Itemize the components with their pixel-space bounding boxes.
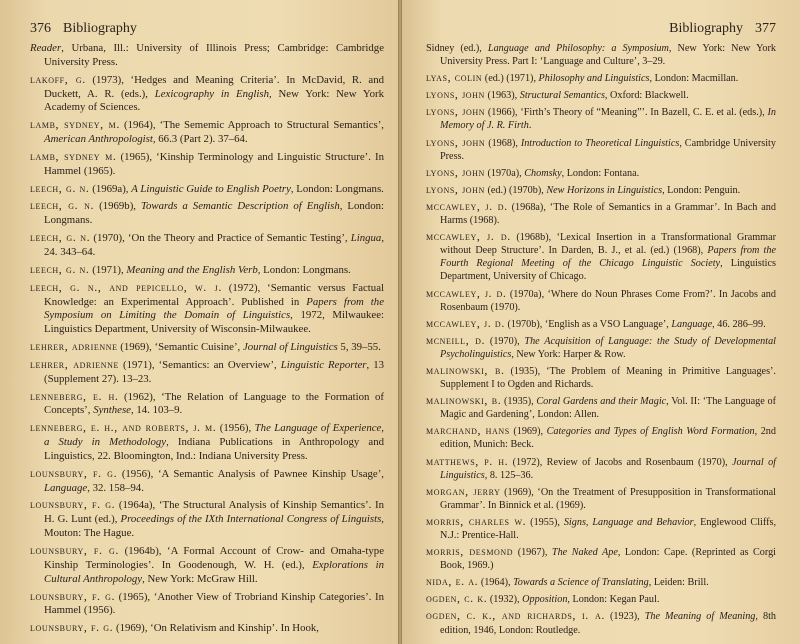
entry-pre: (1969), ‘On the Treatment of Presupposition in Transformational Grammar’. In Binnick et al. (1969). [440,486,776,511]
entry-title: Synthese [93,404,131,417]
entry-post: , London: Longmans. [257,263,351,276]
entry-title: Papers from the Symposium on Limiting the Domain of Linguistics [44,295,384,322]
entry-author: leech, g. n. [30,261,90,276]
entry-title: Lingua [350,232,382,245]
entry-author: lounsbury, f. g. [30,543,120,557]
entry-pre: (1964a), ‘The Structural Analysis of Kinship Semantics’. In H. G. Lunt (ed.), [44,499,384,526]
entry-pre: (1955), [526,516,564,528]
bibliography-entry [426,105,776,132]
entry-post: , Leiden: Brill. [648,577,709,589]
entry-title: Categories and Types of English Word Formation [546,426,755,438]
entry-title: New Horizons in Linguistics [546,184,663,196]
entry-post: , New York: McGraw Hill. [142,572,258,585]
entry-title: Journal of Linguistics [440,456,776,481]
entry-post: , 46. 286–99. [712,318,766,330]
entry-author: lamb, sydney, m. [30,117,120,132]
bibliography-entry [30,281,384,337]
entry-author: lehrer, adrienne [30,339,118,354]
entry-author: lounsbury, f. g. [30,620,114,635]
entry-pre: (1968b), ‘Lexical Insertion in a Transformational Grammar without Deep Structure’. In Darden, B. J., et al. (ed.) (1968), [440,232,776,257]
entry-author: leech, g. n. [30,230,91,245]
entry-author: marchand, hans [426,423,510,438]
bibliography-entry [426,334,776,361]
entry-post: , Oxford: Blackwell. [604,90,689,102]
entry-author: malinowski, b. [426,362,505,377]
entry-pre: (1935), ‘The Problem of Meaning in Primitive Languages’. Supplement I to Ogden and Richards. [440,365,776,391]
entry-title: Language [44,481,88,494]
entry-author: mccawley, j. d. [426,315,505,330]
entry-title: Linguistic Reporter [280,358,367,371]
entry-post: , Englewood Cliffs, N.J.: Prentice-Hall. [440,516,776,541]
entry-pre: (1969), ‘Semantic Cuisine’, [117,341,243,354]
entry-title: The Language of Experience, a Study in Methodology [44,422,385,449]
bibliography-entry [426,166,776,180]
bibliography-entry [426,71,776,85]
entry-pre: (1962), ‘The Relation of Language to the Formation of Concepts’, [44,390,384,417]
entry-pre: (1969), [509,426,547,438]
entry-author: lyas, colin [426,70,483,85]
entry-title: Coral Gardens and their Magic [536,396,667,408]
bibliography-entry [30,150,384,179]
entry-author: lyons, john [426,134,486,149]
entry-post: , 8th edition, 1946, London: Routledge. [440,611,776,636]
bibliography-entry [426,575,776,589]
entry-pre: (1967), [513,547,552,559]
bibliography-entry [30,118,384,147]
entry-title: In Memory of J. R. Firth [440,107,776,132]
bibliography-entry [426,287,776,314]
entry-title: Papers from the Fourth Regional Meeting of the Chicago Linguistic Society [440,245,776,270]
bibliography-entry [426,424,776,451]
entry-post: , London: Penguin. [662,184,741,196]
entry-author: lamb, sydney m. [30,148,117,163]
bibliography-entry [426,394,776,421]
entry-post: , New York: New York Academy of Sciences. [44,87,384,114]
left-entry-list [30,42,384,636]
bibliography-entry [426,88,776,102]
entry-title: Meaning and the English Verb [126,263,258,276]
entry-author: lounsbury, f. g. [30,465,118,480]
entry-post: , London: Fontana. [561,167,640,179]
entry-author: mccawley, j. d. [426,198,508,213]
entry-author: lyons, john [426,164,485,179]
entry-title: Reader [30,42,62,54]
entry-title: American Anthropologist [44,133,153,146]
bibliography-entry [426,485,776,512]
bibliography-entry [30,621,384,636]
entry-author: leech, g. n. [30,198,95,213]
entry-post: , 1972, Milwaukee: Linguistics Department, University of Wisconsin-Milwaukee. [44,309,385,336]
entry-title: Towards a Science of Translating [513,577,649,589]
entry-pre: (ed.) (1970b), [484,184,547,196]
entry-pre: (1968a), ‘The Role of Semantics in a Grammar’. In Bach and Harms (1968). [440,201,776,227]
entry-author: lyons, john [426,181,485,196]
entry-author: leech, g. n., and pepicello, w. j. [30,279,222,294]
entry-post: , 32. 158–94. [87,481,144,494]
right-page-number: 377 [755,21,776,36]
entry-author: leech, g. n. [30,180,90,195]
entry-title: Lexicography in English [154,87,270,100]
bibliography-entry [30,199,384,228]
entry-pre: (1966), ‘Firth’s Theory of “Meaning”’. In Bazell, C. E. et al. (eds.), [485,107,768,119]
bibliography-entry [426,455,776,482]
entry-post: , 14. 103–9. [130,404,183,417]
bibliography-entry [426,42,776,68]
entry-post: , New York: New York University Press. Part I: ‘Language and Culture’, 3–29. [440,43,776,68]
bibliography-entry [30,231,384,260]
entry-pre: (1965), ‘Another View of Trobriand Kinship Categories’. In Hammel (1956). [44,590,385,617]
entry-title: Language [671,318,713,330]
entry-post: , Urbana, Ill.: University of Illinois Press; Cambridge: Cambridge University Press. [44,42,384,68]
entry-post: , 8. 125–36. [484,469,534,481]
entry-author: lenneberg, e. h. [30,388,119,403]
bibliography-entry [30,498,384,541]
entry-pre: (1935), [501,396,537,408]
entry-pre: (1964), ‘The Sememic Approach to Structural Semantics’, [119,119,384,132]
bibliography-entry [30,358,384,387]
right-page [402,0,800,644]
entry-post: , London: Longmans. [290,182,384,195]
entry-title: Journal of Linguistics [242,341,338,354]
entry-post: , 13 (Supplement 27). 13–23. [44,358,384,385]
left-page-number: 376 [30,21,51,36]
entry-post: , Mouton: The Hague. [44,513,384,540]
entry-post: , Cambridge University Press. [440,137,776,162]
entry-post: , 66.3 (Part 2). 37–64. [152,133,248,146]
bibliography-entry [426,364,776,391]
entry-title: Language and Philosophy: a Symposium [487,43,669,54]
entry-pre: (1970b), ‘English as a VSO Language’, [504,318,672,330]
bibliography-entry [426,136,776,163]
bibliography-entry [30,42,384,70]
entry-post: , Linguistics Department, University of Chicago. [440,258,776,283]
entry-author: ogden, c. k. [426,591,488,606]
entry-author: morgan, jerry [426,483,501,498]
entry-post: , Indiana Publications in Anthropology and Linguistics, 22. Bloomington, Ind.: Indiana University Press. [44,436,384,462]
entry-author: lehrer, adrienne [30,356,119,371]
bibliography-entry [30,544,384,587]
entry-author: lounsbury, f. g. [30,588,116,603]
entry-pre: (1970), [485,335,525,347]
entry-pre: (1971), ‘Semantics: an Overview’, [118,358,281,371]
entry-title: Introduction to Theoretical Linguistics [520,137,680,149]
entry-post: . [528,120,532,132]
entry-pre: (1970a), [484,167,525,179]
entry-title: A Linguistic Guide to English Poetry [131,182,291,195]
entry-pre: (1971), [89,263,127,276]
entry-pre: (1956), ‘A Semantic Analysis of Pawnee Kinship Usage’, [117,467,384,480]
entry-author: lyons, john [426,104,486,119]
entry-author: lakoff, g. [30,71,86,86]
entry-pre: (1970a), ‘Where do Noun Phrases Come From?’. In Jacobs and Rosenbaum (1970). [440,288,776,313]
entry-pre: (1956), [216,422,255,435]
bibliography-entry [30,340,384,355]
entry-pre: (1969a), [89,182,132,195]
entry-pre: (1972), Review of Jacobs and Rosenbaum (1970), [508,456,733,468]
entry-post: , 2nd edition, Munich: Beck. [440,426,776,451]
entry-title: Chomsky [524,167,562,179]
entry-post: 5, 39–55. [337,341,381,354]
bibliography-entry [426,592,776,606]
bibliography-entry [30,467,384,496]
bibliography-entry [30,73,384,116]
entry-pre: (1970), ‘On the Theory and Practice of Semantic Testing’, [90,232,351,245]
right-running-head [426,18,776,40]
entry-post: , Vol. II: ‘The Language of Magic and Gardening’, London: Allen. [440,396,776,421]
bibliography-entry [30,182,384,197]
entry-pre: (1969), ‘On Relativism and Kinship’. In Hook, [113,622,319,635]
entry-author: ogden, c. k., and richards, i. a. [426,608,605,623]
entry-pre: (1968), [485,137,521,149]
bibliography-entry [30,390,384,419]
bibliography-entry [426,317,776,331]
entry-title: Proceedings of the IXth International Congress of Linguists [120,513,382,526]
entry-post: , London: Kegan Paul. [567,594,660,606]
entry-pre: (1923), [604,611,645,623]
entry-pre: (1963), [484,90,520,102]
entry-post: , London: Cape. (Reprinted as Corgi Book, 1969.) [440,547,776,572]
entry-author: lounsbury, f. g. [30,497,116,512]
entry-pre: Sidney (ed.), [426,43,488,54]
entry-author: morris, desmond [426,544,514,559]
entry-title: The Acquisition of Language: the Study of Developmental Psycholinguistics [440,335,776,360]
entry-pre: (1964b), ‘A Formal Account of Crow- and Omaha-type Kinship Terminologies’. In Goodenough, W. H. (ed.), [44,545,384,571]
entry-post: , 24. 343–64. [44,232,385,258]
bibliography-entry [426,200,776,227]
entry-pre: (1965), ‘Kinship Terminology and Linguistic Structure’. In Hammel (1965). [44,150,385,177]
bibliography-entry [30,263,384,278]
entry-pre: (1973), ‘Hedges and Meaning Criteria’. In McDavid, R. and Duckett, A. R. (eds.), [44,73,384,100]
entry-author: lyons, john [426,87,485,102]
entry-title: The Meaning of Meaning [644,611,756,623]
entry-pre: (1932), [487,594,523,606]
entry-author: malinowski, b. [426,393,502,408]
entry-title: Philosophy and Linguistics [538,73,650,85]
bibliography-entry [426,515,776,542]
right-entry-list [426,42,776,637]
entry-pre: (ed.) (1971), [482,73,539,85]
entry-title: Towards a Semantic Description of English [141,200,340,213]
entry-title: Signs, Language and Behavior [563,516,694,528]
bibliography-entry [30,590,384,619]
entry-author: mccawley, j. d. [426,229,511,244]
entry-title: Structural Semantics [519,90,605,102]
entry-author: lenneberg, e. h., and roberts, j. m. [30,420,217,435]
entry-author: morris, charles w. [426,513,527,528]
entry-title: The Naked Ape [551,547,618,559]
entry-author: matthews, p. h. [426,453,509,468]
bibliography-entry [426,230,776,283]
entry-pre: (1969b), [94,200,141,213]
left-running-head [30,18,384,40]
entry-author: nida, e. a. [426,574,479,589]
bibliography-entry [426,183,776,197]
entry-pre: (1972), ‘Semantic versus Factual Knowledge: an Experimental Approach’. Published in [44,281,384,308]
right-running-title: Bibliography [669,21,743,36]
bibliography-entry [30,421,384,464]
entry-post: , London: Macmillan. [649,73,739,85]
entry-author: mcneill, d. [426,332,486,347]
entry-title: Opposition [522,594,568,606]
left-page [0,0,398,644]
entry-pre: (1964), [478,577,514,589]
left-running-title: Bibliography [63,21,137,36]
entry-title: Explorations in Cultural Anthropology [44,558,384,585]
entry-post: , New York: Harper & Row. [511,348,626,360]
bibliography-entry [426,545,776,572]
bibliography-entry [426,609,776,636]
entry-post: , London: Longmans. [44,200,384,227]
entry-author: mccawley, j. d. [426,285,507,300]
